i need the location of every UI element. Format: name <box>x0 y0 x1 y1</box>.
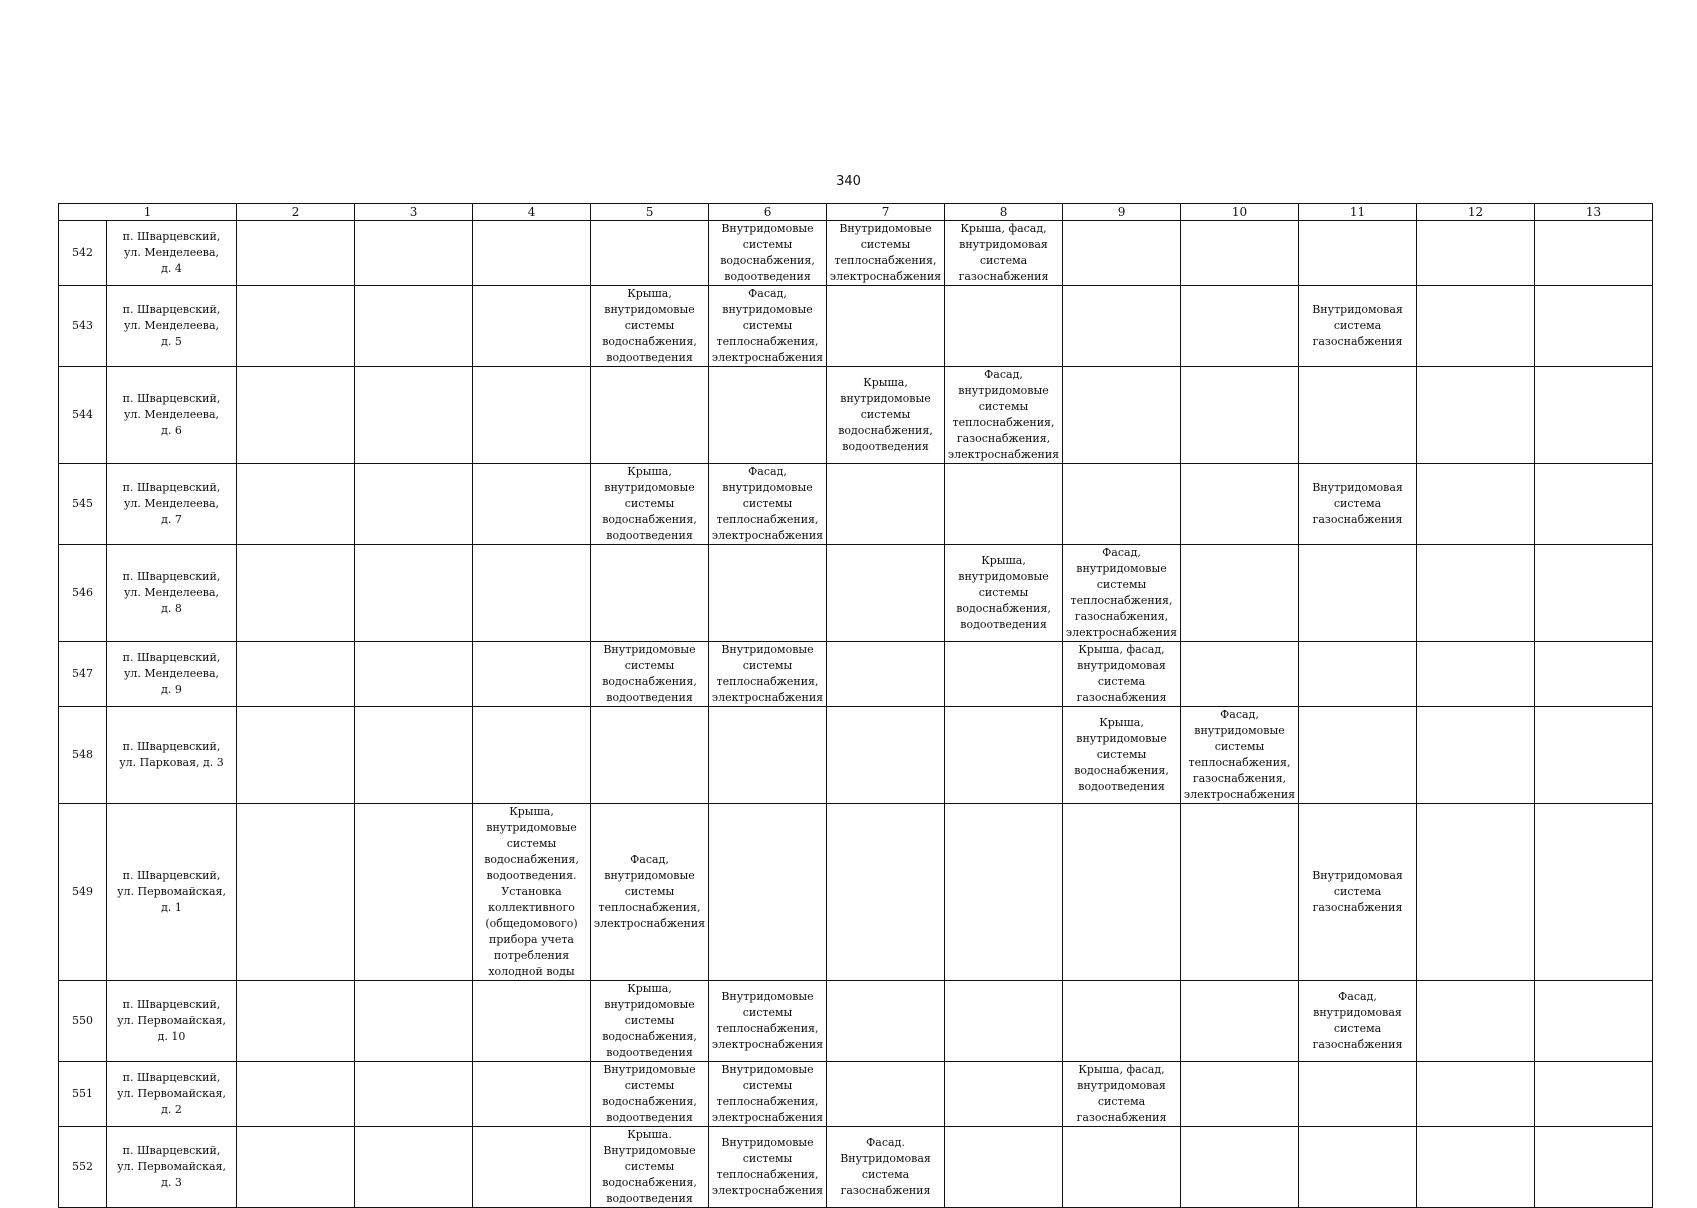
table-cell <box>473 642 591 707</box>
table-cell <box>591 1127 709 1208</box>
table-cell <box>355 1062 473 1127</box>
table-cell <box>1181 981 1299 1062</box>
work-description: Внутридомовые системы водоснабжения, водоотведения <box>602 643 697 704</box>
row-number: 543 <box>59 286 107 367</box>
table-cell <box>1181 221 1299 286</box>
work-description: Фасад, внутридомовые системы теплоснабжения, электроснабжения <box>593 853 706 930</box>
address-cell <box>107 981 237 1062</box>
table-cell <box>1181 286 1299 367</box>
table-header <box>59 204 1653 221</box>
table-cell <box>237 804 355 981</box>
table-cell <box>1535 367 1653 464</box>
column-header: 6 <box>709 204 827 221</box>
table-row <box>59 221 1653 286</box>
table-cell <box>237 642 355 707</box>
column-header: 4 <box>473 204 591 221</box>
work-description: Крыша, внутридомовые системы водоснабжения, водоотведения <box>602 982 697 1059</box>
address-cell <box>107 464 237 545</box>
work-description: Фасад, внутридомовые системы теплоснабжения, газоснабжения, электроснабжения <box>1065 546 1178 639</box>
table-cell <box>591 367 709 464</box>
row-number: 546 <box>59 545 107 642</box>
table-row <box>59 1127 1653 1208</box>
row-number: 551 <box>59 1062 107 1127</box>
table-row <box>59 545 1653 642</box>
column-header: 5 <box>591 204 709 221</box>
address-text: п. Шварцевский, ул. Менделеева, д. 5 <box>122 303 221 348</box>
table-cell <box>1063 1062 1181 1127</box>
table-cell <box>709 464 827 545</box>
table-cell <box>1063 221 1181 286</box>
table-cell <box>1181 642 1299 707</box>
column-header: 3 <box>355 204 473 221</box>
table-cell <box>473 1062 591 1127</box>
table-cell <box>355 642 473 707</box>
table-cell <box>1299 464 1417 545</box>
table-cell <box>1299 286 1417 367</box>
table-cell <box>1063 804 1181 981</box>
work-description: Внутридомовые системы водоснабжения, водоотведения <box>602 1063 697 1124</box>
table-cell <box>591 464 709 545</box>
work-description: Крыша, внутридомовые системы водоснабжения, водоотведения <box>602 287 697 364</box>
table-row <box>59 286 1653 367</box>
table-cell <box>591 221 709 286</box>
work-description: Внутридомовые системы водоснабжения, водоотведения <box>720 222 815 283</box>
table-row <box>59 367 1653 464</box>
table-cell <box>1417 804 1535 981</box>
column-header: 11 <box>1299 204 1417 221</box>
work-description: Внутридомовые системы теплоснабжения, электроснабжения <box>711 643 824 704</box>
work-description: Фасад, внутридомовые системы теплоснабжения, электроснабжения <box>711 287 824 364</box>
address-cell <box>107 545 237 642</box>
work-description: Внутридомовые системы теплоснабжения, электроснабжения <box>829 222 942 283</box>
table-cell <box>827 707 945 804</box>
table-cell <box>473 545 591 642</box>
work-description: Крыша, внутридомовые системы водоснабжения, водоотведения. Установка коллективного (общедомового) прибора учета потребления холодной воды <box>484 805 579 978</box>
capital-repair-table <box>58 203 1653 1208</box>
work-description: Крыша, внутридомовые системы водоснабжения, водоотведения <box>838 376 933 453</box>
table-cell <box>355 1127 473 1208</box>
table-cell <box>1535 707 1653 804</box>
table-cell <box>1063 545 1181 642</box>
page-number: 340 <box>836 174 861 189</box>
table-cell <box>355 545 473 642</box>
table-cell <box>1535 286 1653 367</box>
row-number: 550 <box>59 981 107 1062</box>
table-row <box>59 1062 1653 1127</box>
table-row <box>59 642 1653 707</box>
table-cell <box>355 804 473 981</box>
table-cell <box>473 707 591 804</box>
row-number: 548 <box>59 707 107 804</box>
table-cell <box>945 1062 1063 1127</box>
table-cell <box>1535 981 1653 1062</box>
table-cell <box>1535 221 1653 286</box>
table-cell <box>827 367 945 464</box>
table-cell <box>1181 1127 1299 1208</box>
table-cell <box>355 981 473 1062</box>
table-cell <box>1417 464 1535 545</box>
table-cell <box>591 642 709 707</box>
table-cell <box>1299 804 1417 981</box>
table-cell <box>237 1127 355 1208</box>
table-cell <box>473 981 591 1062</box>
table-cell <box>827 1127 945 1208</box>
table-cell <box>1299 367 1417 464</box>
work-description: Крыша, внутридомовые системы водоснабжения, водоотведения <box>956 554 1051 631</box>
row-number: 549 <box>59 804 107 981</box>
work-description: Фасад, внутридомовая система газоснабжения <box>1312 990 1403 1051</box>
table-cell <box>709 221 827 286</box>
table-cell <box>1417 367 1535 464</box>
address-text: п. Шварцевский, ул. Менделеева, д. 7 <box>122 481 221 526</box>
column-header: 2 <box>237 204 355 221</box>
table-cell <box>945 545 1063 642</box>
table-cell <box>1417 286 1535 367</box>
table-cell <box>1417 1127 1535 1208</box>
table-cell <box>237 1062 355 1127</box>
column-header: 13 <box>1535 204 1653 221</box>
table-cell <box>1063 981 1181 1062</box>
address-cell <box>107 804 237 981</box>
table-cell <box>945 642 1063 707</box>
table-cell <box>1181 707 1299 804</box>
table-cell <box>945 286 1063 367</box>
address-cell <box>107 1127 237 1208</box>
table-cell <box>1535 642 1653 707</box>
table-cell <box>237 707 355 804</box>
table-cell <box>237 286 355 367</box>
table-cell <box>827 464 945 545</box>
table-cell <box>355 464 473 545</box>
table-row <box>59 804 1653 981</box>
table-cell <box>709 707 827 804</box>
column-header: 12 <box>1417 204 1535 221</box>
address-text: п. Шварцевский, ул. Парковая, д. 3 <box>119 740 224 769</box>
table-cell <box>473 1127 591 1208</box>
table-cell <box>709 1062 827 1127</box>
table-cell <box>1535 464 1653 545</box>
table-cell <box>1063 707 1181 804</box>
table-cell <box>827 804 945 981</box>
row-number: 545 <box>59 464 107 545</box>
table-cell <box>355 707 473 804</box>
table-cell <box>1535 804 1653 981</box>
address-cell <box>107 707 237 804</box>
table-cell <box>1063 464 1181 545</box>
table-cell <box>473 804 591 981</box>
table-row <box>59 981 1653 1062</box>
table-cell <box>1063 367 1181 464</box>
table-cell <box>591 804 709 981</box>
table-cell <box>473 464 591 545</box>
table-cell <box>945 367 1063 464</box>
table-cell <box>1535 545 1653 642</box>
address-text: п. Шварцевский, ул. Менделеева, д. 9 <box>122 651 221 696</box>
table-cell <box>237 981 355 1062</box>
table-cell <box>709 642 827 707</box>
table-cell <box>1299 1127 1417 1208</box>
table-cell <box>709 804 827 981</box>
column-header: 9 <box>1063 204 1181 221</box>
table-cell <box>1417 1062 1535 1127</box>
table-cell <box>827 286 945 367</box>
address-cell <box>107 221 237 286</box>
work-description: Крыша, фасад, внутридомовая система газоснабжения <box>1076 1063 1167 1124</box>
table-cell <box>1417 221 1535 286</box>
address-text: п. Шварцевский, ул. Менделеева, д. 8 <box>122 570 221 615</box>
table-cell <box>355 367 473 464</box>
table-cell <box>1181 804 1299 981</box>
table-cell <box>709 367 827 464</box>
table-cell <box>945 981 1063 1062</box>
address-cell <box>107 367 237 464</box>
row-number: 544 <box>59 367 107 464</box>
table-cell <box>473 286 591 367</box>
table-cell <box>1181 545 1299 642</box>
work-description: Фасад. Внутридомовая система газоснабжения <box>840 1136 931 1197</box>
table-cell <box>355 286 473 367</box>
table-cell <box>1181 367 1299 464</box>
table-cell <box>1063 1127 1181 1208</box>
table-body <box>59 221 1653 1208</box>
column-header: 8 <box>945 204 1063 221</box>
address-cell <box>107 1062 237 1127</box>
table-cell <box>709 545 827 642</box>
column-number-row <box>59 204 1653 221</box>
table-cell <box>591 545 709 642</box>
work-description: Фасад, внутридомовые системы теплоснабжения, газоснабжения, электроснабжения <box>947 368 1060 461</box>
work-description: Крыша, фасад, внутридомовая система газоснабжения <box>958 222 1049 283</box>
address-text: п. Шварцевский, ул. Первомайская, д. 3 <box>117 1144 226 1189</box>
table-cell <box>1299 1062 1417 1127</box>
table-cell <box>1299 981 1417 1062</box>
work-description: Крыша. Внутридомовые системы водоснабжения, водоотведения <box>602 1128 697 1205</box>
table-cell <box>1299 221 1417 286</box>
work-description: Внутридомовая система газоснабжения <box>1312 869 1403 914</box>
work-description: Внутридомовые системы теплоснабжения, электроснабжения <box>711 1063 824 1124</box>
table-cell <box>1063 642 1181 707</box>
table-cell <box>945 707 1063 804</box>
table-cell <box>1535 1127 1653 1208</box>
table-cell <box>827 221 945 286</box>
table-cell <box>827 981 945 1062</box>
table-cell <box>827 545 945 642</box>
work-description: Крыша, внутридомовые системы водоснабжения, водоотведения <box>1074 716 1169 793</box>
table-cell <box>945 1127 1063 1208</box>
table-cell <box>473 221 591 286</box>
column-header: 1 <box>59 204 237 221</box>
table-cell <box>709 981 827 1062</box>
table-cell <box>237 367 355 464</box>
address-cell <box>107 286 237 367</box>
table-cell <box>945 804 1063 981</box>
table-cell <box>827 1062 945 1127</box>
table-cell <box>1417 545 1535 642</box>
table-cell <box>1299 707 1417 804</box>
table-cell <box>237 464 355 545</box>
work-description: Внутридомовая система газоснабжения <box>1312 303 1403 348</box>
table-cell <box>591 286 709 367</box>
work-description: Внутридомовая система газоснабжения <box>1312 481 1403 526</box>
work-description: Внутридомовые системы теплоснабжения, электроснабжения <box>711 990 824 1051</box>
work-description: Фасад, внутридомовые системы теплоснабжения, электроснабжения <box>711 465 824 542</box>
work-description: Внутридомовые системы теплоснабжения, электроснабжения <box>711 1136 824 1197</box>
table-cell <box>237 545 355 642</box>
table-cell <box>1181 464 1299 545</box>
table-cell <box>591 981 709 1062</box>
table-cell <box>1063 286 1181 367</box>
table-cell <box>355 221 473 286</box>
table-cell <box>945 464 1063 545</box>
table-cell <box>473 367 591 464</box>
table-cell <box>1181 1062 1299 1127</box>
row-number: 552 <box>59 1127 107 1208</box>
work-description: Фасад, внутридомовые системы теплоснабжения, газоснабжения, электроснабжения <box>1183 708 1296 801</box>
table-cell <box>591 1062 709 1127</box>
address-text: п. Шварцевский, ул. Первомайская, д. 2 <box>117 1071 226 1116</box>
table-cell <box>1417 707 1535 804</box>
address-text: п. Шварцевский, ул. Первомайская, д. 10 <box>117 998 226 1043</box>
table-cell <box>1299 545 1417 642</box>
address-text: п. Шварцевский, ул. Первомайская, д. 1 <box>117 869 226 914</box>
address-cell <box>107 642 237 707</box>
table-cell <box>237 221 355 286</box>
table-cell <box>709 1127 827 1208</box>
row-number: 547 <box>59 642 107 707</box>
row-number: 542 <box>59 221 107 286</box>
work-description: Крыша, фасад, внутридомовая система газоснабжения <box>1076 643 1167 704</box>
column-header: 10 <box>1181 204 1299 221</box>
table-cell <box>709 286 827 367</box>
table-cell <box>591 707 709 804</box>
table-cell <box>1535 1062 1653 1127</box>
work-description: Крыша, внутридомовые системы водоснабжения, водоотведения <box>602 465 697 542</box>
table-row <box>59 464 1653 545</box>
column-header: 7 <box>827 204 945 221</box>
address-text: п. Шварцевский, ул. Менделеева, д. 4 <box>122 230 221 275</box>
address-text: п. Шварцевский, ул. Менделеева, д. 6 <box>122 392 221 437</box>
table-cell <box>827 642 945 707</box>
table-cell <box>945 221 1063 286</box>
table-cell <box>1299 642 1417 707</box>
table-row <box>59 707 1653 804</box>
table-cell <box>1417 642 1535 707</box>
table-cell <box>1417 981 1535 1062</box>
